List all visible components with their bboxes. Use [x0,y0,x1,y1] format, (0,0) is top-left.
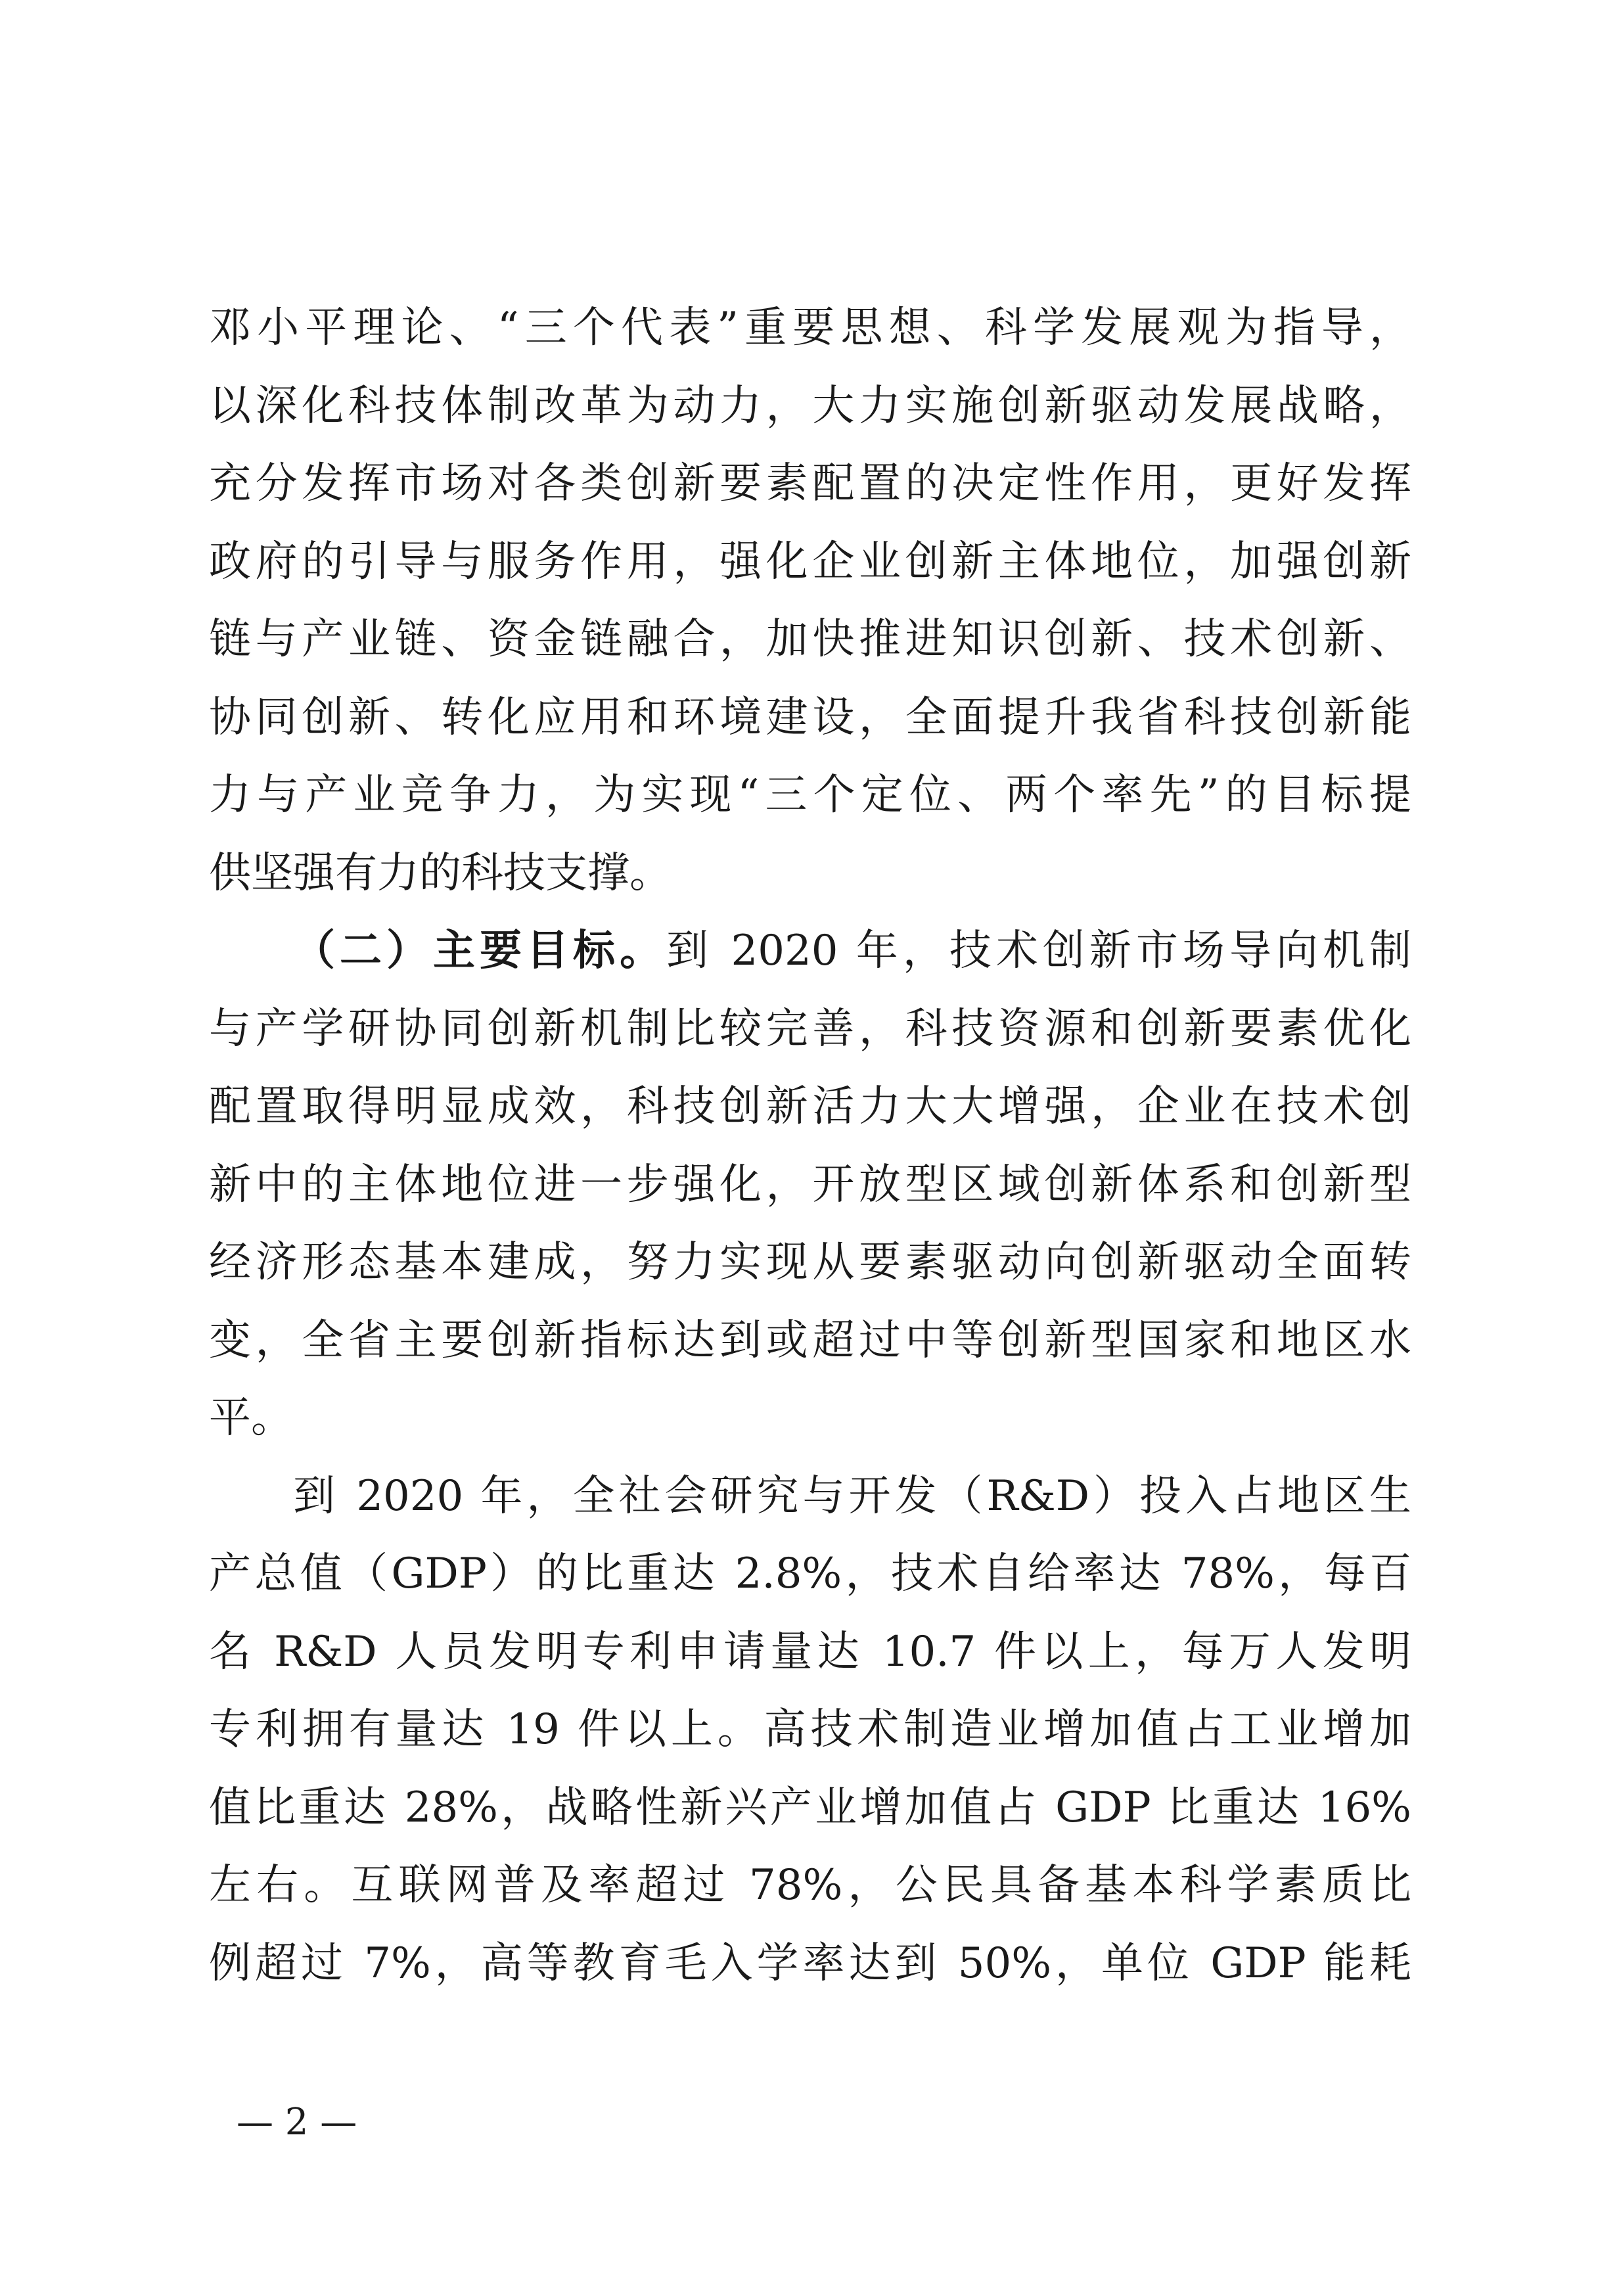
section-heading: （二）主要目标。 [293,926,667,975]
text-line: 配置取得明显成效，科技创新活力大大增强，企业在技术创 [209,1082,1411,1131]
text-line: 值比重达 28%，战略性新兴产业增加值占 GDP 比重达 16% [209,1783,1411,1832]
body-text [209,289,1411,2002]
text-line: 供坚强有力的科技支撑。 [209,848,672,898]
paragraph-guiding-ideology [209,289,1411,912]
page-number: — 2 — [237,2101,357,2144]
text-line: 协同创新、转化应用和环境建设，全面提升我省科技创新能 [209,693,1411,742]
text-line: 充分发挥市场对各类创新要素配置的决定性作用，更好发挥 [209,459,1411,508]
text-line: 到 2020 年，全社会研究与开发（R&D）投入占地区生 [293,1471,1411,1521]
text-line: 名 R&D 人员发明专利申请量达 10.7 件以上，每万人发明 [209,1627,1411,1676]
text-line: 邓小平理论、“三个代表”重要思想、科学发展观为指导， [209,304,1411,352]
text-line: 链与产业链、资金链融合，加快推进知识创新、技术创新、 [209,615,1411,664]
text-line: 产总值（GDP）的比重达 2.8%，技术自给率达 78%，每百 [209,1550,1411,1598]
text-line: 经济形态基本建成，努力实现从要素驱动向创新驱动全面转 [209,1238,1411,1287]
text-line: 变，全省主要创新指标达到或超过中等创新型国家和地区水 [209,1316,1411,1365]
text-line: 与产学研协同创新机制比较完善，科技资源和创新要素优化 [209,1004,1411,1053]
text-line: 新中的主体地位进一步强化，开放型区域创新体系和创新型 [209,1160,1411,1209]
text-line: 左右。互联网普及率超过 78%，公民具备基本科学素质比 [209,1861,1411,1910]
text-line-with-heading [209,912,1411,990]
text-line: 力与产业竞争力，为实现“三个定位、两个率先”的目标提 [209,771,1411,819]
text-line: 平。 [209,1394,293,1442]
text-line: 专利拥有量达 19 件以上。高技术制造业增加值占工业增加 [209,1705,1411,1754]
paragraph-targets-2020 [209,1458,1411,2003]
paragraph-main-goals [209,912,1411,1458]
text-run: 到 2020 年，技术创新市场导向机制 [666,927,1412,975]
text-line: 以深化科技体制改革为动力，大力实施创新驱动发展战略， [209,381,1411,430]
text-line: 例超过 7%，高等教育毛入学率达到 50%，单位 GDP 能耗 [209,1939,1411,1988]
text-line: 政府的引导与服务作用，强化企业创新主体地位，加强创新 [209,537,1411,586]
